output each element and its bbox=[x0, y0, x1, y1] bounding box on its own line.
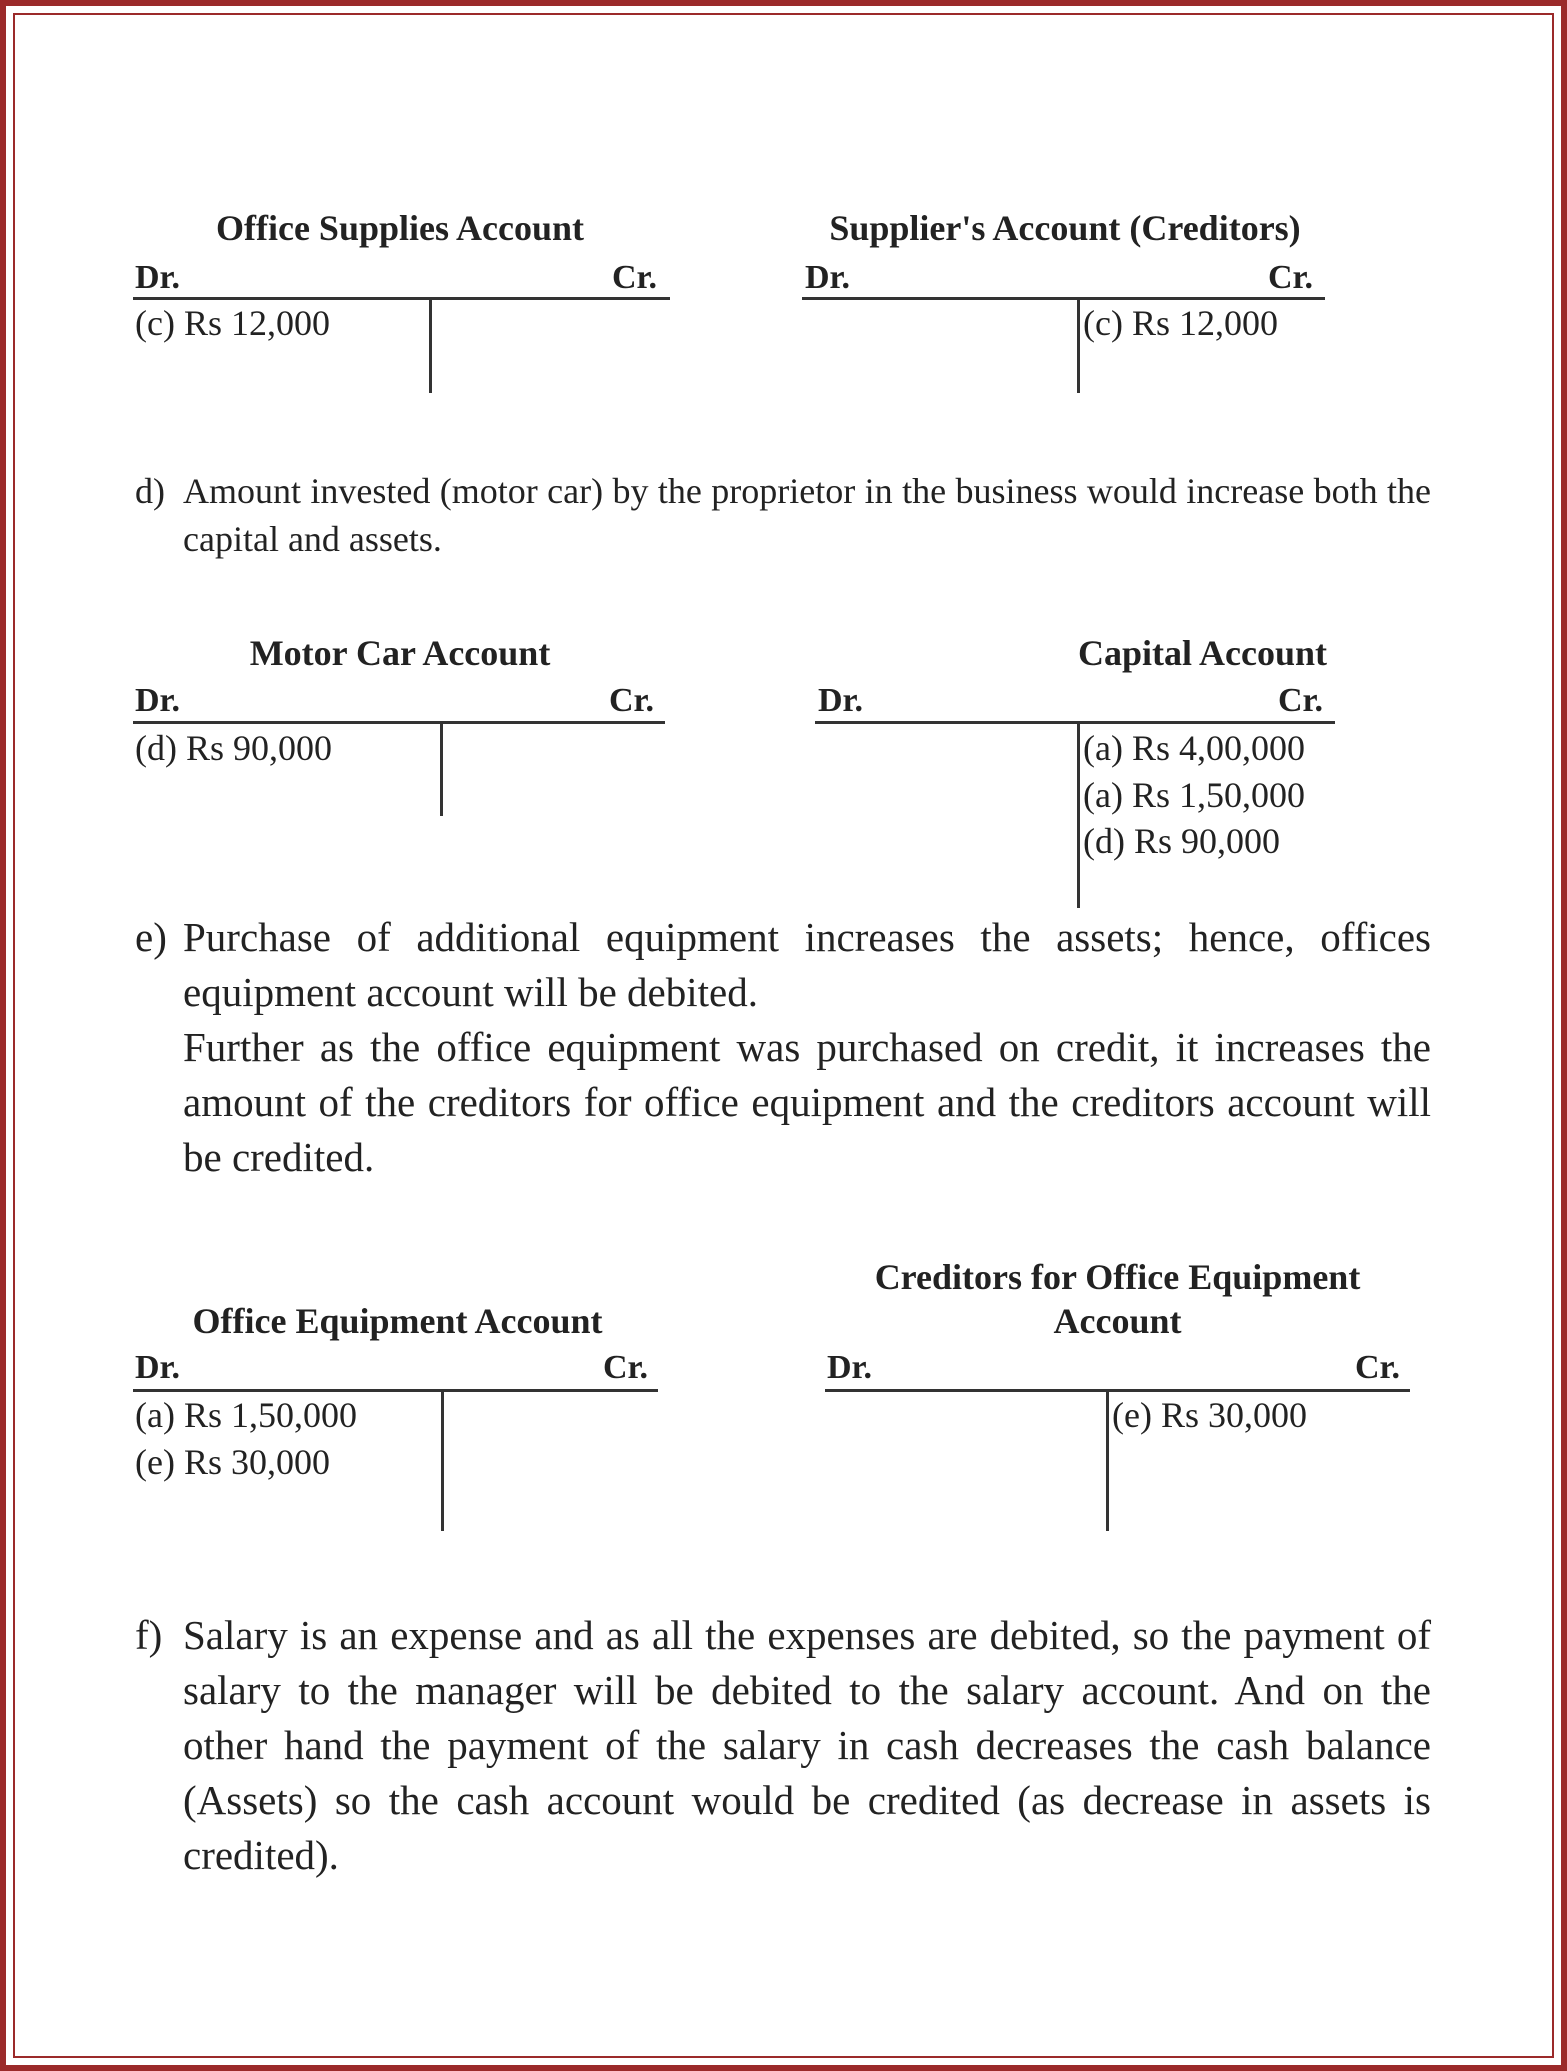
creditors-oe-credit-entry: (e) Rs 30,000 bbox=[1112, 1395, 1307, 1435]
para-e-label: e) bbox=[135, 914, 167, 960]
office-equipment-debit-entry-1: (a) Rs 1,50,000 bbox=[135, 1395, 357, 1435]
creditors-oe-title-line2: Account bbox=[1053, 1301, 1182, 1341]
capital-vline bbox=[1077, 723, 1080, 908]
motor-car-title: Motor Car Account bbox=[249, 633, 551, 673]
capital-hline bbox=[815, 721, 1335, 724]
para-f-text: Salary is an expense and as all the expenses are debited, so the payment of salary to the manager will be debited to the salary account. And on the other hand the payment of the salary in cash decreases the cash balance (Assets) so the cash account would be credited (as decrease in assets is credited). bbox=[183, 1612, 1431, 1878]
motor-car-cr: Cr. bbox=[609, 682, 655, 719]
office-equipment-cr: Cr. bbox=[603, 1349, 649, 1386]
creditors-oe-cr: Cr. bbox=[1355, 1349, 1401, 1386]
office-equipment-debit-entry-2: (e) Rs 30,000 bbox=[135, 1442, 330, 1482]
para-d-label: d) bbox=[135, 471, 165, 511]
office-supplies-title: Office Supplies Account bbox=[215, 208, 584, 248]
capital-credit-entry-3: (d) Rs 90,000 bbox=[1083, 821, 1280, 861]
supplier-cr: Cr. bbox=[1268, 259, 1314, 296]
office-supplies-debit-entry: (c) Rs 12,000 bbox=[135, 303, 330, 343]
para-d-text: Amount invested (motor car) by the proprietor in the business would increase both the capital and assets. bbox=[183, 471, 1431, 559]
office-supplies-dr: Dr. bbox=[135, 259, 181, 296]
creditors-oe-title-line1: Creditors for Office Equipment bbox=[874, 1257, 1361, 1297]
motor-car-dr: Dr. bbox=[135, 682, 181, 719]
supplier-title: Supplier's Account (Creditors) bbox=[829, 208, 1301, 248]
office-supplies-cr: Cr. bbox=[612, 259, 658, 296]
supplier-dr: Dr. bbox=[805, 259, 851, 296]
motor-car-vline bbox=[440, 723, 443, 816]
para-f-label: f) bbox=[135, 1612, 163, 1658]
para-e-text-1: Purchase of additional equipment increases the assets; hence, offices equipment account will be debited. bbox=[183, 914, 1431, 1015]
office-equipment-dr: Dr. bbox=[135, 1349, 181, 1386]
supplier-hline bbox=[802, 297, 1325, 300]
creditors-oe-vline bbox=[1106, 1391, 1109, 1531]
office-supplies-hline bbox=[133, 297, 670, 300]
capital-cr: Cr. bbox=[1278, 682, 1324, 719]
capital-title: Capital Account bbox=[1077, 633, 1327, 673]
supplier-vline bbox=[1077, 299, 1080, 393]
supplier-credit-entry: (c) Rs 12,000 bbox=[1083, 303, 1278, 343]
office-equipment-hline bbox=[133, 1389, 658, 1392]
office-supplies-vline bbox=[429, 299, 432, 393]
capital-credit-entry-2: (a) Rs 1,50,000 bbox=[1083, 775, 1305, 815]
capital-credit-entry-1: (a) Rs 4,00,000 bbox=[1083, 728, 1305, 768]
office-equipment-title: Office Equipment Account bbox=[192, 1301, 603, 1341]
motor-car-hline bbox=[133, 721, 665, 724]
capital-dr: Dr. bbox=[818, 682, 864, 719]
para-e-text-2: Further as the office equipment was purchased on credit, it increases the amount of the creditors for office equipment and the creditors account will be credited. bbox=[183, 1024, 1431, 1180]
creditors-oe-hline bbox=[825, 1389, 1410, 1392]
motor-car-debit-entry: (d) Rs 90,000 bbox=[135, 728, 332, 768]
office-equipment-vline bbox=[441, 1391, 444, 1531]
creditors-oe-dr: Dr. bbox=[827, 1349, 873, 1386]
